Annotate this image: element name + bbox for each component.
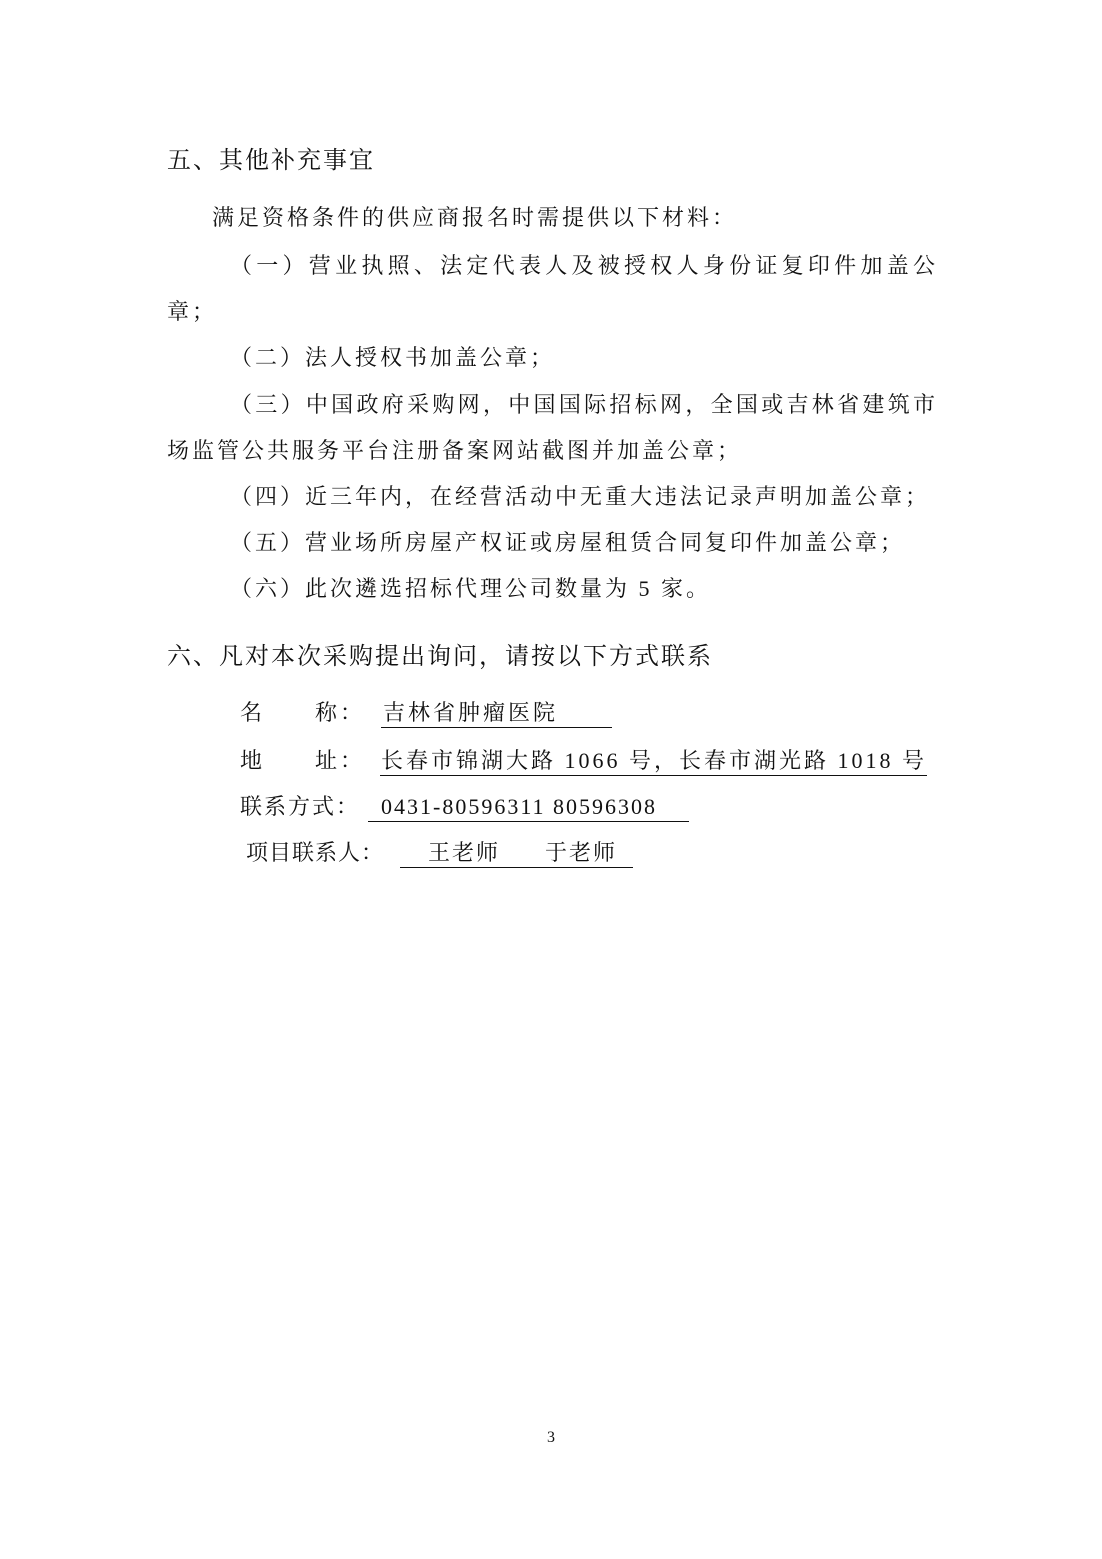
list-item-4: （四）近三年内，在经营活动中无重大违法记录声明加盖公章； [230,484,931,509]
list-item-1-continuation: 章； [167,299,218,324]
section-heading-6: 六、凡对本次采购提出询问，请按以下方式联系 [167,644,713,670]
page-number: 3 [547,1429,555,1446]
list-item-6: （六）此次遴选招标代理公司数量为 5 家。 [230,576,712,601]
contact-person-2: 于老师 [545,840,618,865]
contact-address-label: 地 址： [240,748,366,773]
list-item-1: （一）营业执照、法定代表人及被授权人身份证复印件加盖公 [230,253,937,278]
contact-person-value [400,839,633,868]
section-heading-5: 五、其他补充事宜 [167,148,375,174]
contact-name-value: 吉林省肿瘤医院 [381,699,612,728]
contact-phone-label: 联系方式： [240,794,361,819]
contact-person-1: 王老师 [428,840,501,865]
section-intro: 满足资格条件的供应商报名时需提供以下材料： [212,205,738,230]
list-item-5: （五）营业场所房屋产权证或房屋租赁合同复印件加盖公章； [230,530,906,555]
contact-person-label: 项目联系人： [246,840,385,865]
list-item-2: （二）法人授权书加盖公章； [230,345,556,370]
contact-phone-value: 0431-80596311 80596308 [368,793,689,822]
list-item-3: （三）中国政府采购网，中国国际招标网，全国或吉林省建筑市 [230,392,937,417]
contact-address-value: 长春市锦湖大路 1066 号，长春市湖光路 1018 号 [380,747,927,776]
list-item-3-continuation: 场监管公共服务平台注册备案网站截图并加盖公章； [167,438,743,463]
contact-name-label: 名 称： [240,700,366,725]
